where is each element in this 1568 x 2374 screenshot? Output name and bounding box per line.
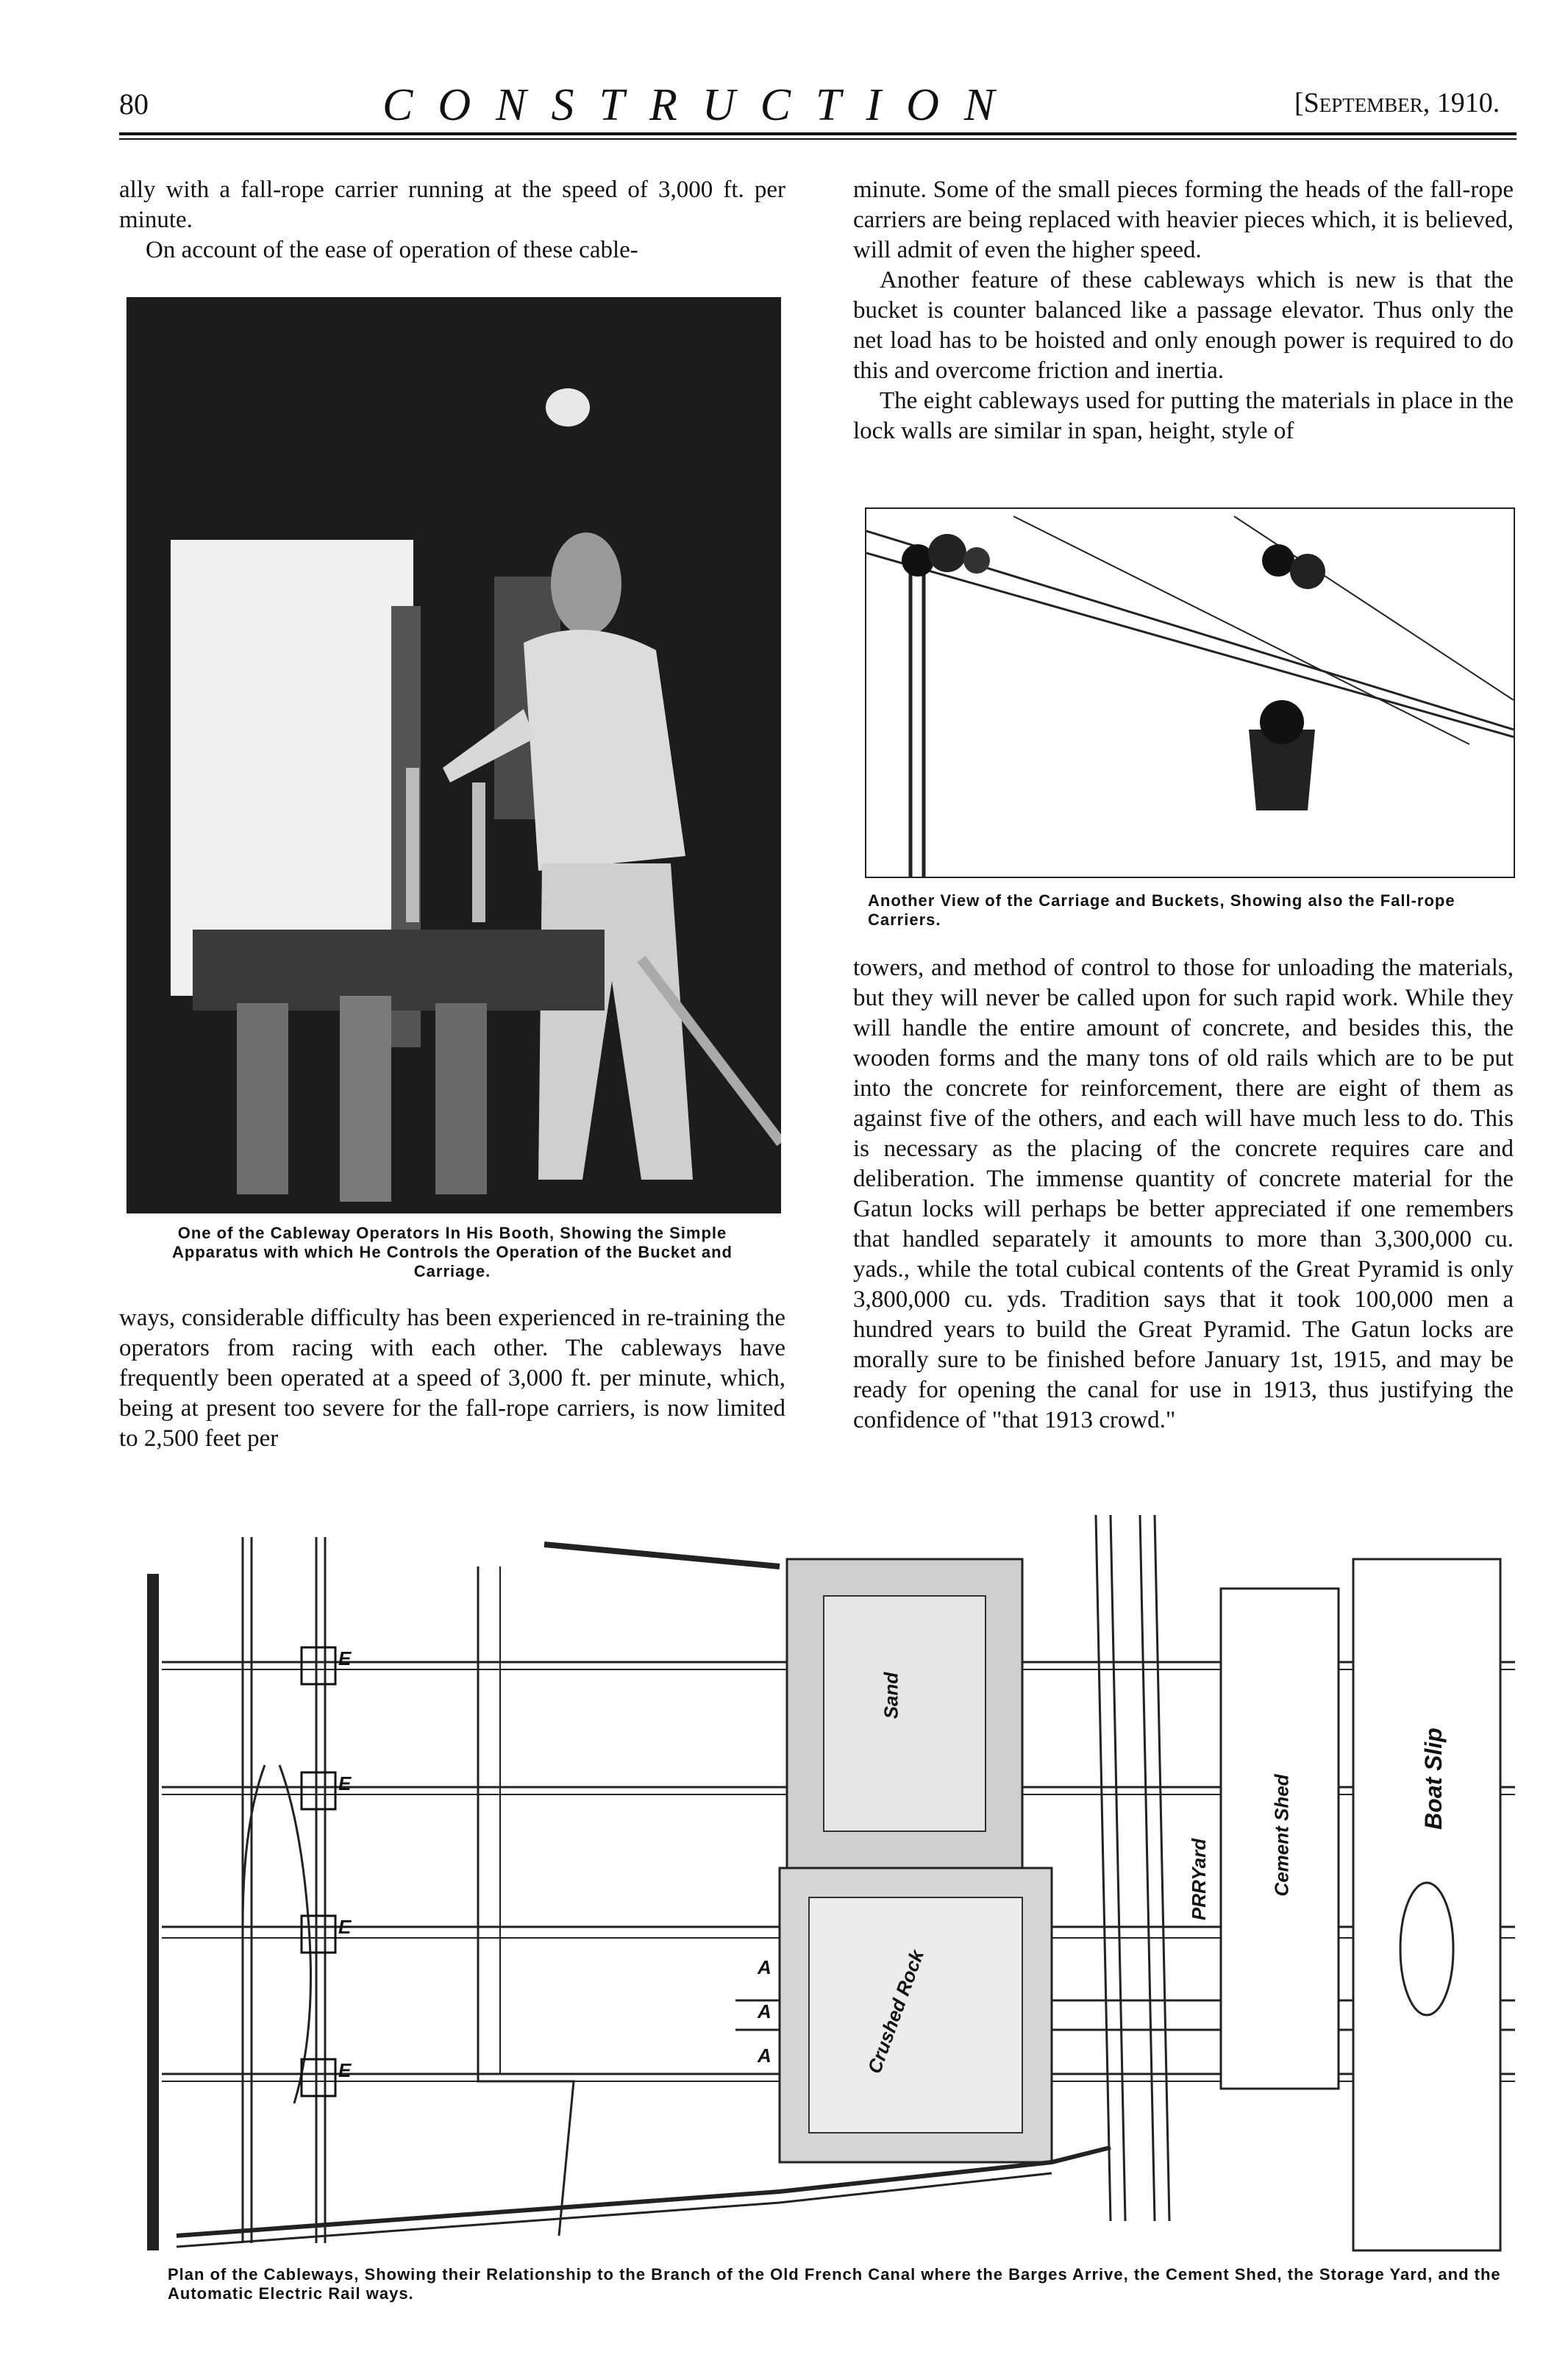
plan-label-pr-yard: PRRYard	[1188, 1838, 1211, 1921]
photo1-caption: One of the Cableway Operators In His Booth, Showing the Simple Apparatus with which He Controls the Operation of the Bucket and Carriage.	[172, 1224, 733, 1280]
left-column-bottom	[119, 1303, 785, 1454]
left-column-top	[119, 175, 785, 265]
header-rule-thin	[119, 138, 1517, 140]
plan-label-crushed-rock: Crushed Rock	[863, 1947, 928, 2077]
plan-label-tower-a-3: A	[758, 2045, 771, 2067]
plan-label-boat-slip: Boat Slip	[1419, 1728, 1447, 1830]
page-number: 80	[119, 88, 149, 121]
cableway-plan-diagram	[132, 1515, 1530, 2258]
left-para-1: ally with a fall-rope carrier running at the speed of 3,000 ft. per minute.	[119, 177, 785, 233]
operator-photo-illustration	[126, 297, 781, 1213]
plan-label-tower-e-3: E	[338, 1916, 352, 1938]
right-para-4: towers, and method of control to those for unloading the materials, but they will never be called upon for such rapid work. While they will handle the entire amount of concrete, and besides this, the wooden forms and the many tons of old rails which are to be put into the concrete for reinforcement, there are eight of them as against five of the others, and each will have much less to do. This is necessary as the placing of the concrete requires care and deliberation. The immense quantity of concrete material for the Gatun locks will perhaps be better appreciated if one remembers that handled separately it amounts to more than 3,300,000 cu. yads., while the total cubical contents of the Great Pyramid is only 3,800,000 cu. yds. Tradition says that it took 100,000 men a hundred years to build the Great Pyramid. The Gatun locks are morally sure to be finished before January 1st, 1915, and may be ready for opening the canal for use in 1913, thus justifying the confidence of "that 1913 crowd."	[853, 955, 1514, 1433]
plan-label-tower-a-1: A	[758, 1956, 771, 1978]
header-rule	[119, 132, 1517, 135]
plan-label-cement-shed: Cement Shed	[1270, 1774, 1293, 1897]
plan-label-sand: Sand	[880, 1672, 902, 1719]
issue-date: [September, 1910.	[1294, 88, 1500, 118]
plan-label-tower-e-2: E	[338, 1772, 352, 1794]
right-para-3: The eight cableways used for putting the materials in place in the lock walls are similar in span, height, style of	[853, 388, 1514, 444]
right-para-1: minute. Some of the small pieces forming the heads of the fall-rope carriers are being replaced with heavier pieces which, it is believed, will admit of even the higher speed.	[853, 177, 1514, 263]
carriage-photo-illustration	[866, 509, 1514, 877]
right-para-2: Another feature of these cableways which is new is that the bucket is counter balanced like a passage elevator. Thus only the net load has to be hoisted and only enough power is required to do this and overcome friction and inertia.	[853, 267, 1514, 384]
plan-caption: Plan of the Cableways, Showing their Relationship to the Branch of the Old French Canal where the Barges Arrive, the Cement Shed, the Storage Yard, and the Automatic Electric Rail ways.	[168, 2265, 1501, 2303]
plan-drawing	[132, 1515, 1530, 2258]
plan-label-tower-a-2: A	[758, 2000, 771, 2022]
plan-label-tower-e-4: E	[338, 2059, 352, 2081]
photo2-caption: Another View of the Carriage and Buckets, Showing also the Fall-rope Carriers.	[868, 891, 1455, 929]
left-para-2: On account of the ease of operation of these cable-	[146, 237, 638, 263]
right-column-top	[853, 175, 1514, 446]
magazine-title: CONSTRUCTION	[382, 80, 1020, 130]
plan-label-tower-e-1: E	[338, 1647, 352, 1669]
carriage-buckets-photo	[865, 507, 1515, 878]
left-para-3: ways, considerable difficulty has been experienced in re-training the operators from racing with each other. The cableways have frequently been operated at a speed of 3,000 ft. per minute, which, being at present too severe for the fall-rope carriers, is now limited to 2,500 feet per	[119, 1305, 785, 1452]
cableway-operator-photo	[126, 297, 781, 1213]
right-column-bottom	[853, 953, 1514, 1436]
